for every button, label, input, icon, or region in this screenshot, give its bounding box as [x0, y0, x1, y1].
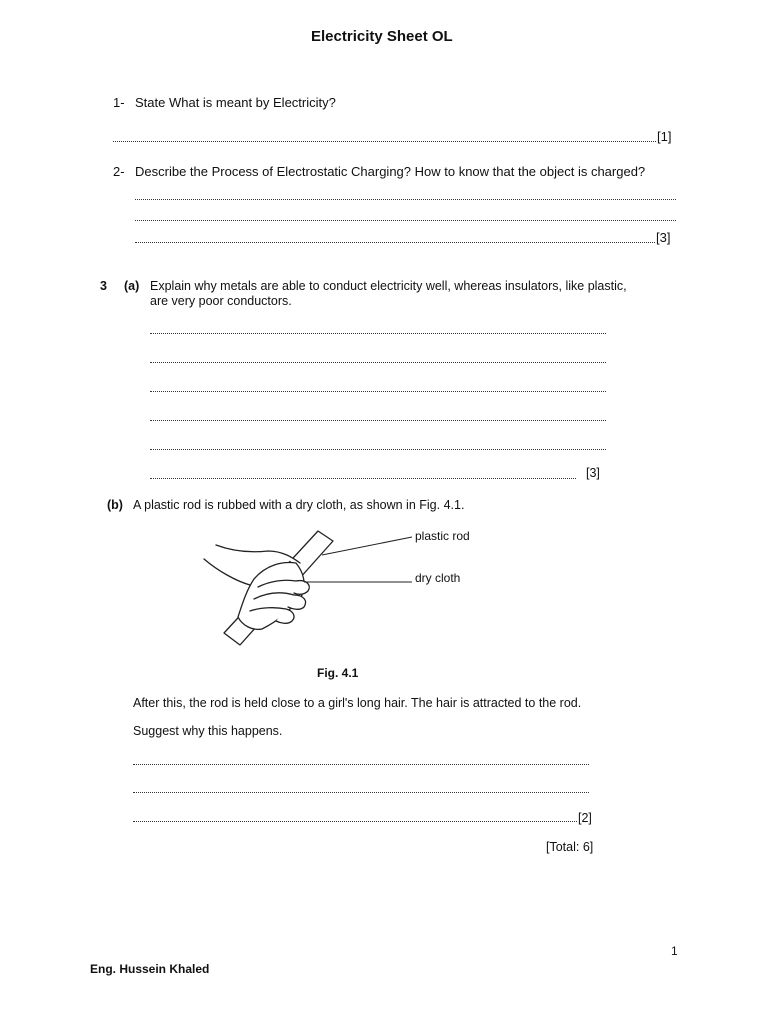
- question-1-mark: [1]: [657, 129, 672, 144]
- question-3b-mark: [2]: [578, 811, 592, 825]
- question-3b-after-text: After this, the rod is held close to a girl's long hair. The hair is attracted to the rod.: [133, 696, 582, 710]
- question-2-text: Describe the Process of Electrostatic Charging? How to know that the object is charged?: [135, 164, 646, 179]
- answer-line: [150, 449, 606, 450]
- question-1-text: State What is meant by Electricity?: [135, 95, 336, 110]
- question-3a-text-line-2: are very poor conductors.: [150, 294, 292, 308]
- answer-line: [150, 391, 606, 392]
- question-3a-mark: [3]: [586, 466, 600, 480]
- question-3a-label: (a): [124, 279, 140, 293]
- answer-line: [133, 821, 577, 822]
- answer-line: [135, 242, 655, 243]
- question-3-number: 3: [100, 279, 107, 293]
- answer-line: [133, 792, 589, 793]
- question-3b-label: (b): [107, 498, 123, 512]
- answer-line: [113, 141, 656, 142]
- figure-label-dry-cloth: dry cloth: [415, 571, 461, 585]
- question-1-number: 1-: [113, 95, 125, 110]
- question-2-number: 2-: [113, 164, 125, 179]
- answer-line: [150, 333, 606, 334]
- question-3b-text: A plastic rod is rubbed with a dry cloth, as shown in Fig. 4.1.: [133, 498, 465, 512]
- answer-line: [150, 362, 606, 363]
- page-number: 1: [671, 944, 678, 958]
- question-3b-suggest-text: Suggest why this happens.: [133, 724, 283, 738]
- answer-line: [150, 478, 576, 479]
- answer-line: [135, 199, 676, 200]
- question-3a-text-line-1: Explain why metals are able to conduct electricity well, whereas insulators, like plastic,: [150, 279, 627, 293]
- rod-and-cloth-figure: [196, 525, 516, 655]
- answer-line: [135, 220, 676, 221]
- figure-caption: Fig. 4.1: [317, 666, 359, 680]
- question-3-total: [Total: 6]: [546, 840, 594, 854]
- answer-line: [133, 764, 589, 765]
- question-2-mark: [3]: [656, 230, 671, 245]
- page-title: Electricity Sheet OL: [311, 28, 453, 45]
- figure-label-plastic-rod: plastic rod: [415, 529, 470, 543]
- answer-line: [150, 420, 606, 421]
- footer-author: Eng. Hussein Khaled: [90, 962, 210, 976]
